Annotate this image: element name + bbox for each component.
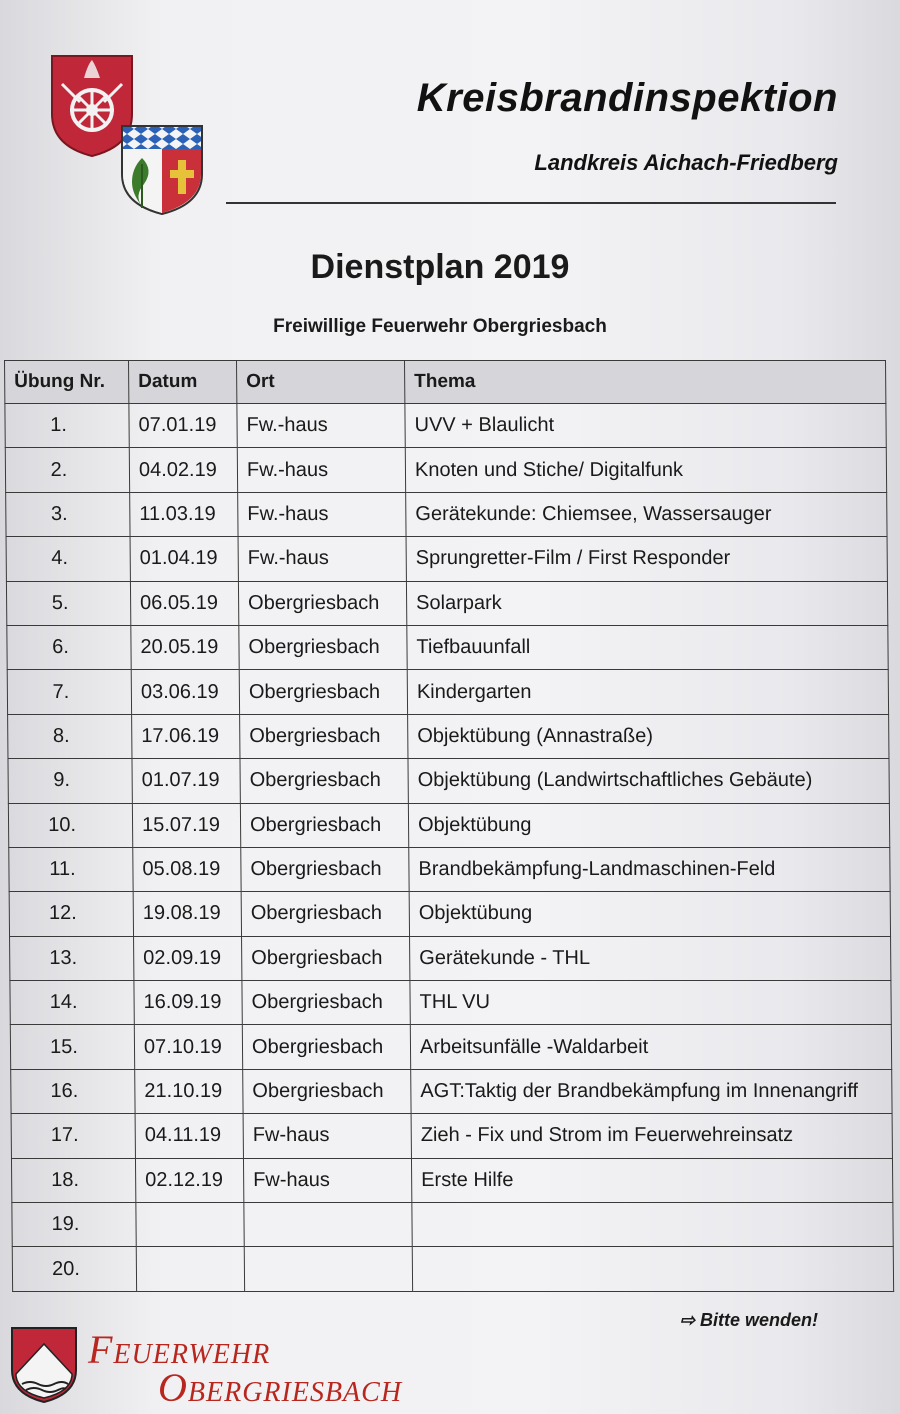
cell-date: 04.02.19: [129, 448, 237, 492]
cell-topic: Brandbekämpfung-Landmaschinen-Feld: [409, 847, 890, 891]
table-row: [10, 936, 891, 980]
cell-location: [244, 1203, 412, 1247]
cell-location: Obergriesbach: [239, 670, 407, 714]
cell-location: Obergriesbach: [242, 1025, 410, 1069]
cell-date: 01.07.19: [132, 759, 240, 803]
cell-exercise-number: 10.: [8, 803, 132, 847]
cell-location: Obergriesbach: [239, 625, 407, 669]
cell-date: [136, 1247, 244, 1291]
plan-title: Dienstplan 2019: [310, 248, 570, 286]
cell-date: [136, 1203, 244, 1247]
table-row: [10, 981, 891, 1025]
cell-date: 07.10.19: [134, 1025, 242, 1069]
cell-topic: Objektübung (Annastraße): [408, 714, 889, 758]
table-row: [10, 1025, 891, 1069]
table-row: [9, 847, 890, 891]
logo-text-line1: Feuerwehr: [88, 1327, 271, 1372]
table-row: [9, 892, 890, 936]
cell-topic: Kindergarten: [407, 670, 888, 714]
cell-topic: Erste Hilfe: [411, 1158, 892, 1202]
schedule-table-container: [4, 360, 894, 1292]
table-row: [11, 1158, 892, 1202]
table-body: [5, 404, 894, 1292]
table-row: [5, 448, 886, 492]
cell-topic: Objektübung (Landwirtschaftliches Gebäute): [408, 759, 889, 803]
cell-topic: [412, 1203, 893, 1247]
cell-location: Obergriesbach: [240, 803, 408, 847]
cell-date: 19.08.19: [133, 892, 241, 936]
cell-location: Fw.-haus: [238, 537, 406, 581]
cell-location: Obergriesbach: [242, 981, 410, 1025]
table-row: [11, 1114, 892, 1158]
cell-exercise-number: 9.: [8, 759, 132, 803]
cell-location: Obergriesbach: [240, 714, 408, 758]
column-header-topic: Thema: [405, 361, 886, 404]
table-row: [8, 759, 889, 803]
cell-location: Obergriesbach: [240, 759, 408, 803]
table-row: [12, 1247, 893, 1291]
cell-topic: Objektübung: [409, 892, 890, 936]
cell-date: 17.06.19: [132, 714, 240, 758]
table-row: [11, 1069, 892, 1113]
cell-exercise-number: 20.: [12, 1247, 136, 1291]
cell-location: Obergriesbach: [238, 581, 406, 625]
cell-topic: THL VU: [410, 981, 891, 1025]
cell-location: Fw.-haus: [237, 448, 405, 492]
cell-date: 01.04.19: [130, 537, 238, 581]
cell-topic: Arbeitsunfälle -Waldarbeit: [410, 1025, 891, 1069]
cell-exercise-number: 18.: [11, 1158, 135, 1202]
cell-location: Obergriesbach: [241, 892, 409, 936]
cell-topic: UVV + Blaulicht: [405, 404, 886, 448]
cell-exercise-number: 13.: [10, 936, 134, 980]
cell-date: 05.08.19: [133, 847, 241, 891]
column-header-exercise-number: Übung Nr.: [5, 361, 129, 404]
logo-text-line2: Obergriesbach: [158, 1365, 403, 1410]
cell-exercise-number: 14.: [10, 981, 134, 1025]
table-row: [7, 625, 888, 669]
cell-date: 11.03.19: [130, 492, 238, 536]
cell-exercise-number: 11.: [9, 847, 133, 891]
cell-location: Fw-haus: [243, 1114, 411, 1158]
cell-date: 02.12.19: [135, 1158, 243, 1202]
cell-location: Obergriesbach: [242, 936, 410, 980]
cell-exercise-number: 7.: [7, 670, 131, 714]
cell-location: [244, 1247, 412, 1291]
cell-topic: Solarpark: [406, 581, 887, 625]
cell-date: 06.05.19: [130, 581, 238, 625]
cell-date: 02.09.19: [134, 936, 242, 980]
cell-exercise-number: 19.: [12, 1203, 136, 1247]
district-subtitle: Landkreis Aichach-Friedberg: [534, 150, 838, 175]
table-row: [8, 803, 889, 847]
column-header-location: Ort: [237, 361, 405, 404]
schedule-table: [4, 360, 894, 1292]
table-row: [6, 581, 887, 625]
cell-location: Fw-haus: [243, 1158, 411, 1202]
cell-topic: Gerätekunde: Chiemsee, Wassersauger: [406, 492, 887, 536]
cell-topic: Gerätekunde - THL: [410, 936, 891, 980]
cell-date: 16.09.19: [134, 981, 242, 1025]
cell-exercise-number: 17.: [11, 1114, 135, 1158]
cell-topic: AGT:Taktig der Brandbekämpfung im Innenangriff: [411, 1069, 892, 1113]
table-row: [5, 404, 886, 448]
cell-topic: Sprungretter-Film / First Responder: [406, 537, 887, 581]
cell-location: Fw.-haus: [238, 492, 406, 536]
cell-exercise-number: 16.: [11, 1069, 135, 1113]
table-row: [7, 670, 888, 714]
cell-exercise-number: 5.: [6, 581, 130, 625]
cell-location: Obergriesbach: [241, 847, 409, 891]
cell-location: Obergriesbach: [243, 1069, 411, 1113]
cell-exercise-number: 2.: [5, 448, 129, 492]
obergriesbach-crest-icon: [10, 1326, 78, 1404]
cell-date: 04.11.19: [135, 1114, 243, 1158]
cell-topic: Zieh - Fix und Strom im Feuerwehreinsatz: [411, 1114, 892, 1158]
table-row: [6, 492, 887, 536]
cell-date: 03.06.19: [131, 670, 239, 714]
plan-subtitle: Freiwillige Feuerwehr Obergriesbach: [273, 316, 607, 337]
page-title: Kreisbrandinspektion: [416, 76, 838, 120]
cell-topic: [412, 1247, 893, 1291]
cell-exercise-number: 12.: [9, 892, 133, 936]
cell-date: 07.01.19: [129, 404, 237, 448]
cell-topic: Knoten und Stiche/ Digitalfunk: [405, 448, 886, 492]
cell-date: 21.10.19: [135, 1069, 243, 1113]
turn-page-note: ⇨ Bitte wenden!: [679, 1310, 818, 1330]
table-row: [6, 537, 887, 581]
table-row: [12, 1203, 893, 1247]
cell-exercise-number: 3.: [6, 492, 130, 536]
cell-date: 15.07.19: [132, 803, 240, 847]
district-coat-of-arms-icon: [120, 124, 204, 216]
table-row: [8, 714, 889, 758]
cell-exercise-number: 8.: [8, 714, 132, 758]
cell-date: 20.05.19: [131, 625, 239, 669]
cell-topic: Tiefbauunfall: [407, 625, 888, 669]
table-header-row: [5, 361, 886, 404]
cell-location: Fw.-haus: [237, 404, 405, 448]
header-divider: [226, 202, 836, 204]
cell-exercise-number: 1.: [5, 404, 129, 448]
cell-exercise-number: 6.: [7, 625, 131, 669]
cell-exercise-number: 15.: [10, 1025, 134, 1069]
cell-exercise-number: 4.: [6, 537, 130, 581]
column-header-date: Datum: [129, 361, 237, 404]
cell-topic: Objektübung: [408, 803, 889, 847]
